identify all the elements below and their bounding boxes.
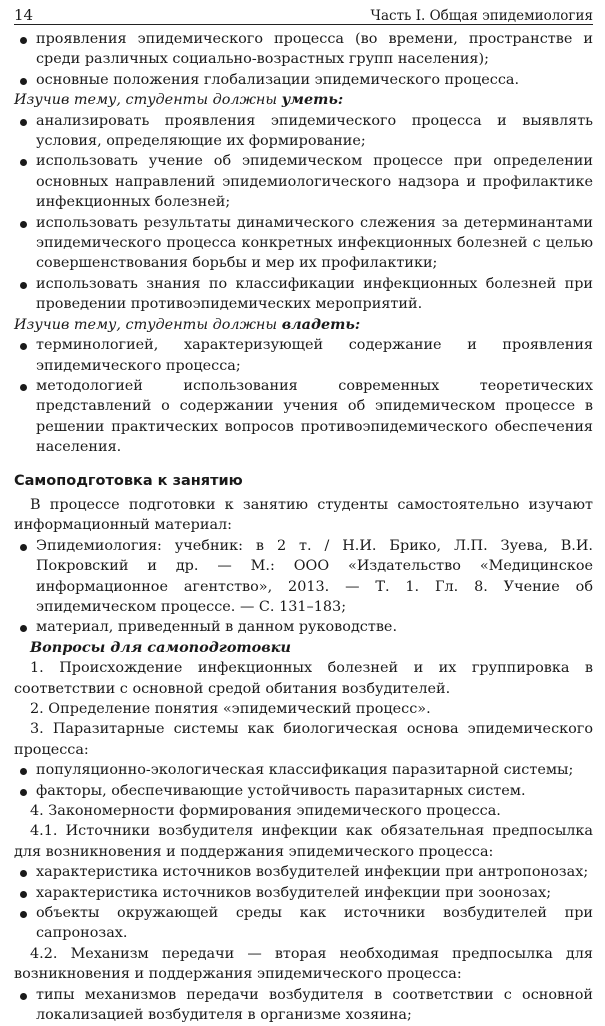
- list-item: характеристика источников возбудителей инфекции при антропонозах;: [14, 862, 593, 882]
- page-number: 14: [14, 6, 34, 24]
- list-item: объекты окружающей среды как источники возбудителей при сапронозах.: [14, 903, 593, 944]
- list-item: методологией использования современных теоретических представлений о содержании учения об эпидемическом процессе в решении практических вопросов противоэпидемического обеспечения населения.: [14, 376, 593, 458]
- question-1: 1. Происхождение инфекционных болезней и их группировка в соответствии с основной средой обитания возбудителей.: [14, 660, 593, 697]
- list-item: факторы, обеспечивающие устойчивость паразитарных систем.: [14, 781, 593, 801]
- intro-keyword: уметь: [281, 91, 338, 109]
- list-item: проявления эпидемического процесса (во времени, пространстве и среди различных социально-возрастных групп населения);: [14, 29, 593, 70]
- questions-title: Вопросы для самоподготовки: [30, 638, 291, 656]
- list-item: характеристика источников возбудителей инфекции при зоонозах;: [14, 883, 593, 903]
- list-item: популяционно-экологическая классификация паразитарной системы;: [14, 760, 593, 780]
- intro-prefix: Изучив тему, студенты должны: [14, 316, 282, 333]
- list-item: терминологией, характеризующей содержание и проявления эпидемического процесса;: [14, 335, 593, 376]
- question-4: 4. Закономерности формирования эпидемического процесса.: [30, 803, 501, 820]
- question-3: 3. Паразитарные системы как биологическая основа эпидемического процесса:: [14, 721, 593, 758]
- intro-keyword: владеть: [281, 315, 355, 333]
- section-intro: В процессе подготовки к занятию студенты самостоятельно изучают информационный материал:: [14, 496, 593, 534]
- running-title: Часть I. Общая эпидемиология: [370, 8, 593, 24]
- question-4-2: 4.2. Механизм передачи — вторая необходимая предпосылка для возникновения и поддержания эпидемического процесса:: [14, 945, 593, 983]
- intro-prefix: Изучив тему, студенты должны: [14, 92, 282, 109]
- list-item: основные положения глобализации эпидемического процесса.: [14, 70, 593, 90]
- mastery-intro: [14, 315, 593, 335]
- list-item: Эпидемиология: учебник: в 2 т. / Н.И. Брико, Л.П. Зуева, В.И. Покровский и др. — М.: ООО «Издательство «Медицинское информационное агентство», 2013. — Т. 1. Гл. 8. Учение об эпидемическом процессе. — С. 131–183;: [14, 536, 593, 618]
- list-item: использовать знания по классификации инфекционных болезней при проведении противоэпидемических мероприятий.: [14, 274, 593, 315]
- page-header: [14, 0, 593, 25]
- list-item: материал, приведенный в данном руководстве.: [14, 617, 593, 637]
- list-item: использовать результаты динамического слежения за детерминантами эпидемического процесса конкретных инфекционных болезней с целью совершенствования борьбы и мер их профилактики;: [14, 213, 593, 274]
- section-title: Самоподготовка к занятию: [14, 472, 243, 489]
- intro-suffix: :: [354, 315, 361, 333]
- question-2: 2. Определение понятия «эпидемический процесс».: [30, 701, 431, 717]
- question-4-1: 4.1. Источники возбудителя инфекции как обязательная предпосылка для возникновения и поддержания эпидемического процесса:: [14, 823, 593, 860]
- list-item: использовать учение об эпидемическом процессе при определении основных направлений эпидемиологического надзора и профилактике инфекционных болезней;: [14, 151, 593, 212]
- intro-suffix: :: [337, 91, 344, 109]
- list-item: анализировать проявления эпидемического процесса и выявлять условия, определяющие их формирование;: [14, 111, 593, 152]
- page-body: [14, 29, 593, 1026]
- list-item: типы механизмов передачи возбудителя в соответствии с основной локализацией возбудителя в организме хозяина;: [14, 985, 593, 1026]
- skills-intro: [14, 90, 593, 110]
